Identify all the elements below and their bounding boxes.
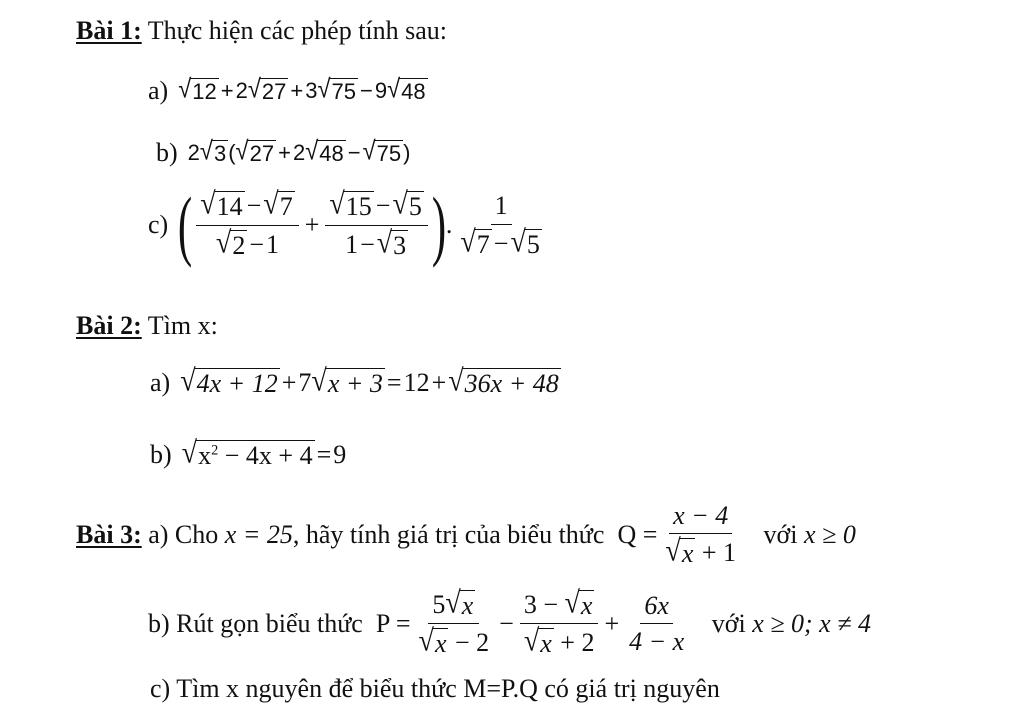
den-rest: − 2 xyxy=(454,628,490,658)
radicand: x xyxy=(434,629,447,659)
q-fraction: x − 4 √ x + 1 xyxy=(665,501,737,569)
bai3-title: Bài 3: xyxy=(76,519,142,549)
radicand: 12 xyxy=(192,79,217,105)
radical: √ 3 xyxy=(199,136,227,167)
coef: 2 xyxy=(235,78,248,103)
radicand: 48 xyxy=(319,141,344,167)
radical: √ 75 xyxy=(317,74,357,105)
fraction: √ 15 − √ 5 1 − √ 3 xyxy=(325,191,428,259)
exponent: 2 xyxy=(211,442,219,459)
radical: √ 27 xyxy=(235,136,275,167)
radicand: 7 xyxy=(279,192,293,222)
radicand: 4x + 12 xyxy=(196,369,278,398)
radicand: 3 xyxy=(213,141,227,167)
radicand: 5 xyxy=(526,229,540,259)
radicand: 2 xyxy=(232,230,246,260)
numerator: 6x xyxy=(640,592,673,624)
bai1-b-label: b) xyxy=(156,138,178,167)
radicand: 75 xyxy=(331,79,357,105)
radicand: 15 xyxy=(345,192,372,222)
radicand: 48 xyxy=(401,79,426,105)
bai1-title: Bài 1: xyxy=(76,16,142,45)
var: x xyxy=(198,441,212,470)
bai1-heading xyxy=(76,18,447,44)
numerator: 1 xyxy=(491,192,512,224)
bai3-b-text: b) Rút gọn biểu thức xyxy=(148,608,363,638)
den-rest: + 1 xyxy=(701,538,737,568)
radicand: x xyxy=(580,591,593,620)
bai1-prompt: Thực hiện các phép tính sau: xyxy=(147,16,448,45)
radicand: 75 xyxy=(376,141,402,167)
voi-text: với xyxy=(763,519,798,549)
fraction: √ 14 − √ 7 √ 2 − 1 xyxy=(196,191,299,259)
bai2-prompt: Tìm x: xyxy=(147,311,218,340)
bai3-c xyxy=(150,676,720,702)
p-name: P = xyxy=(375,608,411,638)
p-fraction-3 xyxy=(625,592,688,656)
p-fraction-2: 3 − √ x √ x + 2 xyxy=(520,590,599,658)
bai1-a xyxy=(148,74,428,105)
radicand-rest: − 4x + 4 xyxy=(224,441,313,470)
radical: √ 36x + 48 xyxy=(448,364,559,399)
fraction: 1 √ 7 − √ 5 xyxy=(460,191,540,260)
bai1-b xyxy=(156,136,411,167)
const: 9 xyxy=(333,439,347,469)
bai3-b: b) Rút gọn biểu thức P = 5 √ x √ x − 2 − 3 − √ x √ x + 2 + $\frac{6x}{4 - x}$ với x ≥ 0; x ≠ 4 xyxy=(148,586,871,659)
radicand: 5 xyxy=(408,192,422,222)
bai1-a-expr: √ 12 + 2 √ 27 + 3 √ 75 − 9 √ 48 xyxy=(178,74,426,105)
p-fraction-1: 5 √ x √ x − 2 xyxy=(418,586,490,659)
bai2-b-label: b) xyxy=(150,439,172,469)
bai1-c: c) ( √ 14 − √ 7 √ 2 − 1 + √ 15 − √ 5 1 − √ 3 ) . 1 √ 7 − √ 5 xyxy=(148,190,550,260)
radicand: 27 xyxy=(249,141,275,167)
radicand: x xyxy=(540,629,552,659)
const: 1 xyxy=(345,229,359,259)
bai2-a-label: a) xyxy=(150,367,171,397)
q-name: Q = xyxy=(617,519,658,549)
bai1-c-label: c) xyxy=(148,210,169,240)
coef: 7 xyxy=(298,367,312,397)
radical: √ 4x + 12 xyxy=(180,364,278,399)
coef: 2 xyxy=(187,140,200,165)
bai3-a-text: a) Cho xyxy=(148,519,219,549)
numerator: x − 4 xyxy=(669,502,732,534)
radicand: 14 xyxy=(216,192,243,222)
coef: 3 xyxy=(305,78,318,103)
p-cond: x ≥ 0; x ≠ 4 xyxy=(752,608,871,638)
bai2-heading xyxy=(76,313,218,339)
coef: 3 − xyxy=(523,590,558,619)
radicand: x + 3 xyxy=(327,369,383,398)
coef: 9 xyxy=(374,78,388,103)
bai3-a-cond: x = 25 xyxy=(224,519,293,549)
q-cond: x ≥ 0 xyxy=(804,519,856,549)
radicand: 36x + 48 xyxy=(464,369,559,398)
voi-text: với xyxy=(711,608,746,638)
const: 12 xyxy=(403,367,430,397)
bai1-a-label: a) xyxy=(148,76,169,105)
radical: √ 75 xyxy=(362,136,402,167)
bai3-a-text2: , hãy tính giá trị của biểu thức xyxy=(292,519,605,549)
radicand: x xyxy=(461,591,474,620)
radicand: 7 xyxy=(476,229,490,259)
radicand: 3 xyxy=(393,230,407,260)
bai3-c-text: c) Tìm x nguyên để biểu thức M=P.Q có giá trị nguyên xyxy=(150,674,720,703)
bai2-title: Bài 2: xyxy=(76,311,142,340)
den-rest: + 2 xyxy=(560,628,595,658)
denominator: 4 − x xyxy=(629,627,685,657)
radical: √ x + 3 xyxy=(311,364,383,399)
radical: √ 48 xyxy=(305,136,344,167)
bai1-b-expr: 2 √ 3 ( √ 27 + 2 √ 48 − √ 75 ) xyxy=(187,136,411,167)
bai2-b: b) √ $x^2 - 4x + 4$ = 9 xyxy=(150,436,347,471)
radical: √ 12 xyxy=(178,74,217,105)
radicand: x xyxy=(681,539,694,569)
coef: 2 xyxy=(292,140,306,165)
bai2-a: a) √ 4x + 12 + 7 √ x + 3 = 12 + √ 36x + 48 xyxy=(150,364,559,399)
bai3-a xyxy=(76,502,856,568)
radical: √ 27 xyxy=(247,74,287,105)
const: 1 xyxy=(265,229,279,259)
radicand: 27 xyxy=(261,79,287,105)
coef: 5 xyxy=(432,590,446,619)
radical: √ $x^2 - 4x + 4$ xyxy=(181,436,313,471)
radical: √ 48 xyxy=(387,74,426,105)
